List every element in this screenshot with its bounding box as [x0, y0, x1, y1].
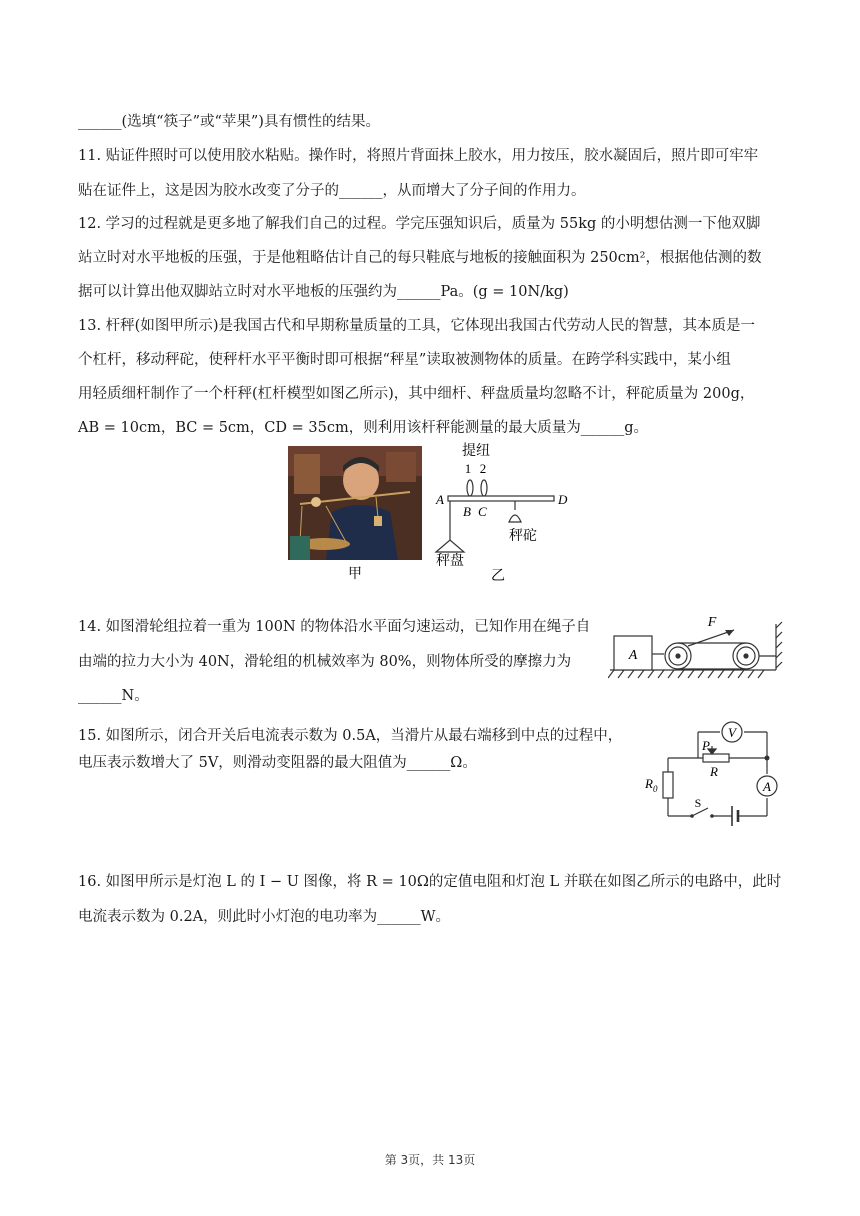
label-ammeter: A: [763, 779, 771, 794]
q13-line-4: AB = 10cm，BC = 5cm，CD = 35cm，则利用该杆秤能测量的最大质量为______g。: [78, 420, 648, 436]
label-tizu: 提纽: [462, 444, 490, 459]
q13-figure: [286, 440, 586, 590]
label-d: D: [558, 492, 568, 507]
label-c: C: [478, 504, 487, 519]
q15-line-2: 电压表示数增大了 5V，则滑动变阻器的最大阻值为______Ω。: [78, 755, 477, 771]
q14-figure-svg: [608, 612, 784, 682]
label-voltmeter: V: [728, 725, 736, 740]
q13-line-1: 13. 杆秤(如图甲所示)是我国古代和早期称量质量的工具，它体现出我国古代劳动人民的智慧，其本质是一: [78, 318, 755, 334]
label-rheostat-r: R: [710, 764, 718, 779]
label-slider-p: P: [702, 738, 710, 753]
q14-line-3: ______N。: [78, 688, 149, 704]
label-r0-main: R: [645, 776, 653, 791]
q11-line-1: 11. 贴证件照时可以使用胶水粘贴。操作时，将照片背面抹上胶水，用力按压，胶水凝固后，照片即可牢牢: [78, 148, 759, 164]
label-force-f: F: [707, 615, 717, 630]
q14-line-1: 14. 如图滑轮组拉着一重为 100N 的物体沿水平面匀速运动，已知作用在绳子自: [78, 619, 591, 635]
steelyard-photo: [288, 446, 422, 560]
q12-line-3: 据可以计算出他双脚站立时对水平地板的压强约为______Pa。(g = 10N/kg): [78, 284, 569, 300]
q15-line-1: 15. 如图所示，闭合开关后电流表示数为 0.5A，当滑片从最右端移到中点的过程中，: [78, 728, 623, 744]
q14-figure: [608, 612, 784, 682]
label-chengtuo: 秤砣: [509, 529, 537, 544]
label-r0: [644, 776, 658, 794]
label-2: 2: [479, 461, 487, 476]
caption-yi: 乙: [491, 569, 505, 584]
label-1: 1: [464, 461, 472, 476]
q16-line-2: 电流表示数为 0.2A，则此时小灯泡的电功率为______W。: [78, 909, 451, 925]
label-block-a: A: [628, 648, 638, 663]
q15-figure-svg: [640, 714, 790, 834]
q13-figure-svg: [286, 440, 586, 590]
q13-line-2: 个杠杆，移动秤砣，使秤杆水平平衡时即可根据“秤星”读取被测物体的质量。在跨学科实践中，某小组: [78, 352, 731, 368]
label-switch-s: S: [694, 796, 702, 810]
q11-line-2: 贴在证件上，这是因为胶水改变了分子的______，从而增大了分子间的作用力。: [78, 183, 586, 199]
label-b: B: [463, 504, 471, 519]
q10-tail-text: ______(选填“筷子”或“苹果”)具有惯性的结果。: [78, 114, 380, 130]
label-r0-sub: 0: [652, 784, 658, 794]
q13-line-3: 用轻质细杆制作了一个杆秤(杠杆模型如图乙所示)，其中细杆、秤盘质量均忽略不计，秤砣质量为 200g，: [78, 386, 755, 402]
q12-line-2: 站立时对水平地板的压强，于是他粗略估计自己的每只鞋底与地板的接触面积为 250cm²，根据他估测的数: [78, 250, 762, 266]
label-chengpan: 秤盘: [436, 554, 464, 569]
page-footer: 第 3页，共 13页: [384, 1153, 476, 1167]
caption-jia: 甲: [348, 567, 362, 582]
q12-line-1: 12. 学习的过程就是更多地了解我们自己的过程。学完压强知识后，质量为 55kg 的小明想估测一下他双脚: [78, 216, 761, 232]
ground-hatch: [608, 670, 764, 678]
q16-line-1: 16. 如图甲所示是灯泡 L 的 I − U 图像，将 R = 10Ω的定值电阻和灯泡 L 并联在如图乙所示的电路中，此时: [78, 874, 782, 890]
q15-figure: [640, 714, 790, 834]
q14-line-2: 由端的拉力大小为 40N，滑轮组的机械效率为 80%，则物体所受的摩擦力为: [78, 654, 572, 670]
label-a: A: [436, 492, 444, 507]
